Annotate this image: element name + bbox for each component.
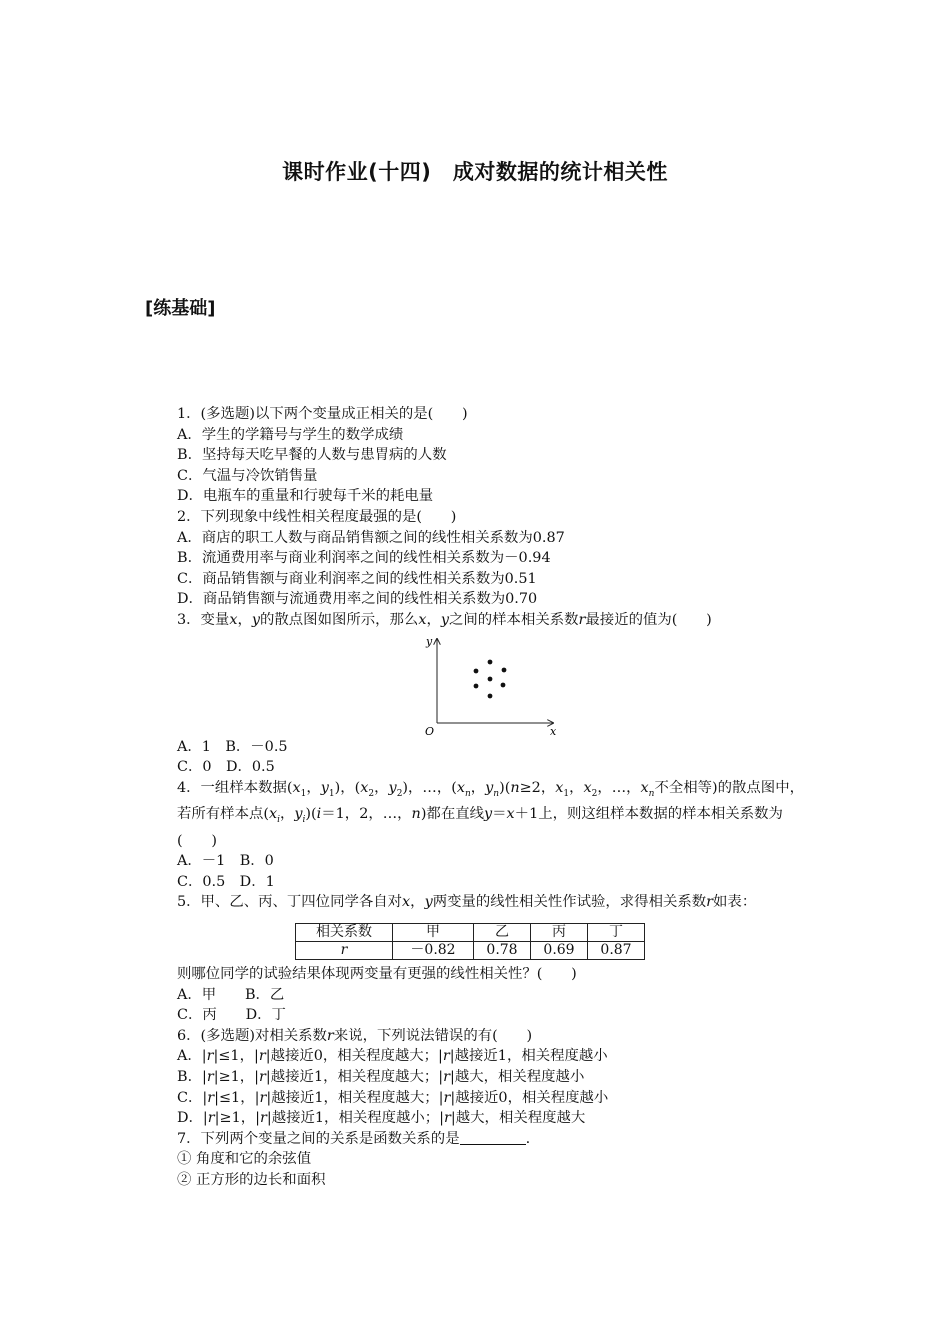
question-2-option-a: A．商店的职工人数与商品销售额之间的线性相关系数为0.87	[177, 529, 565, 546]
table-row	[296, 942, 645, 960]
scatter-point	[501, 682, 506, 687]
x-axis-label: x	[550, 724, 557, 737]
scatter-point	[474, 668, 479, 673]
answer-blank[interactable]	[460, 1130, 526, 1145]
question-7-item-2: ② 正方形的边长和面积	[177, 1171, 326, 1188]
question-6-option-b: B．|r|≥1，|r|越接近1，相关程度越大；|r|越大，相关程度越小	[177, 1069, 585, 1085]
question-6-option-d: D．|r|≥1，|r|越接近1，相关程度越小；|r|越大，相关程度越大	[177, 1110, 586, 1127]
question-3-options-cd: C．0 D．0.5	[177, 759, 275, 776]
scatter-point	[502, 667, 507, 672]
scatter-point	[488, 676, 493, 681]
question-7-item-1: ① 角度和它的余弦值	[177, 1151, 312, 1168]
scatter-point	[474, 683, 479, 688]
table-cell: 0.69	[531, 942, 588, 960]
question-2-stem: 2．下列现象中线性相关程度最强的是( )	[177, 508, 457, 525]
table-cell: 0.78	[474, 942, 531, 960]
scatter-point	[488, 693, 493, 698]
question-1-option-c: C．气温与冷饮销售量	[177, 467, 318, 484]
table-header-row	[296, 924, 645, 942]
question-2-option-d: D．商品销售额与流通费用率之间的线性相关系数为0.70	[177, 591, 538, 608]
scatter-figure	[145, 635, 807, 737]
question-6-option-c: C．|r|≤1，|r|越接近1，相关程度越大；|r|越接近0，相关程度越小	[177, 1089, 609, 1106]
table-header-cell: 甲	[393, 924, 474, 942]
question-5-question: 则哪位同学的试验结果体现两变量有更强的线性相关性？( )	[177, 966, 577, 983]
table-header-cell: 丁	[588, 924, 645, 942]
question-2-option-c: C．商品销售额与商业利润率之间的线性相关系数为0.51	[177, 570, 537, 587]
origin-label: O	[425, 724, 435, 737]
question-4-stem: 4．一组样本数据($x_1$，$y_1$)，($x_2$，$y_2$)，…，($x_n$，$y_n)(n\ge 2$，$x_1$，$x_2$，…，$x_n$不全相等)的散点图中，若所有样本点($x_i$，$y_i)(i=1$，2，…，n)都在直线y＝x＋1上，则这组样本数据的样本相关系数为( )	[177, 779, 804, 849]
question-1-stem: 1．(多选题)以下两个变量成正相关的是( )	[177, 406, 468, 422]
question-4-options-ab: A．－1 B．0	[177, 853, 274, 870]
question-3-options-ab: A．1 B．－0.5	[177, 738, 288, 755]
question-7-stem: 7．下列两个变量之间的关系是函数关系的是 .	[177, 1130, 531, 1147]
question-3-stem: 3．变量x，y的散点图如图所示，那么x，y之间的样本相关系数r最接近的值为( )	[177, 611, 712, 628]
page-title: 课时作业(十四) 成对数据的统计相关性	[282, 160, 668, 184]
question-1-option-a: A．学生的学籍号与学生的数学成绩	[177, 426, 404, 443]
table-cell: 0.87	[588, 942, 645, 960]
question-5-options-ab: A．甲 B．乙	[177, 986, 285, 1003]
table-header-cell: 相关系数	[296, 924, 393, 942]
scatter-point	[488, 659, 493, 664]
question-6-stem: 6．(多选题)对相关系数r来说，下列说法错误的有( )	[177, 1027, 533, 1044]
question-6-option-a: A．|r|≤1，|r|越接近0，相关程度越大；|r|越接近1，相关程度越小	[177, 1048, 608, 1065]
correlation-table	[295, 923, 645, 960]
question-1-option-d: D．电瓶车的重量和行驶每千米的耗电量	[177, 488, 434, 505]
table-header-cell: 丙	[531, 924, 588, 942]
exercise-content	[145, 404, 807, 1191]
scatter-plot	[421, 635, 561, 737]
table-row-label: r	[296, 942, 393, 960]
question-4-options-cd: C．0.5 D．1	[177, 873, 275, 890]
question-1-option-b: B．坚持每天吃早餐的人数与患胃病的人数	[177, 447, 447, 464]
question-5-options-cd: C．丙 D．丁	[177, 1007, 286, 1024]
table-header-cell: 乙	[474, 924, 531, 942]
table-cell: －0.82	[393, 942, 474, 960]
y-axis-label: y	[426, 634, 433, 648]
question-5-stem: 5．甲、乙、丙、丁四位同学各自对x，y两变量的线性相关性作试验，求得相关系数r如表：	[177, 894, 757, 911]
section-heading: [练基础]	[145, 298, 216, 319]
question-2-option-b: B．流通费用率与商业利润率之间的线性相关系数为－0.94	[177, 550, 551, 567]
